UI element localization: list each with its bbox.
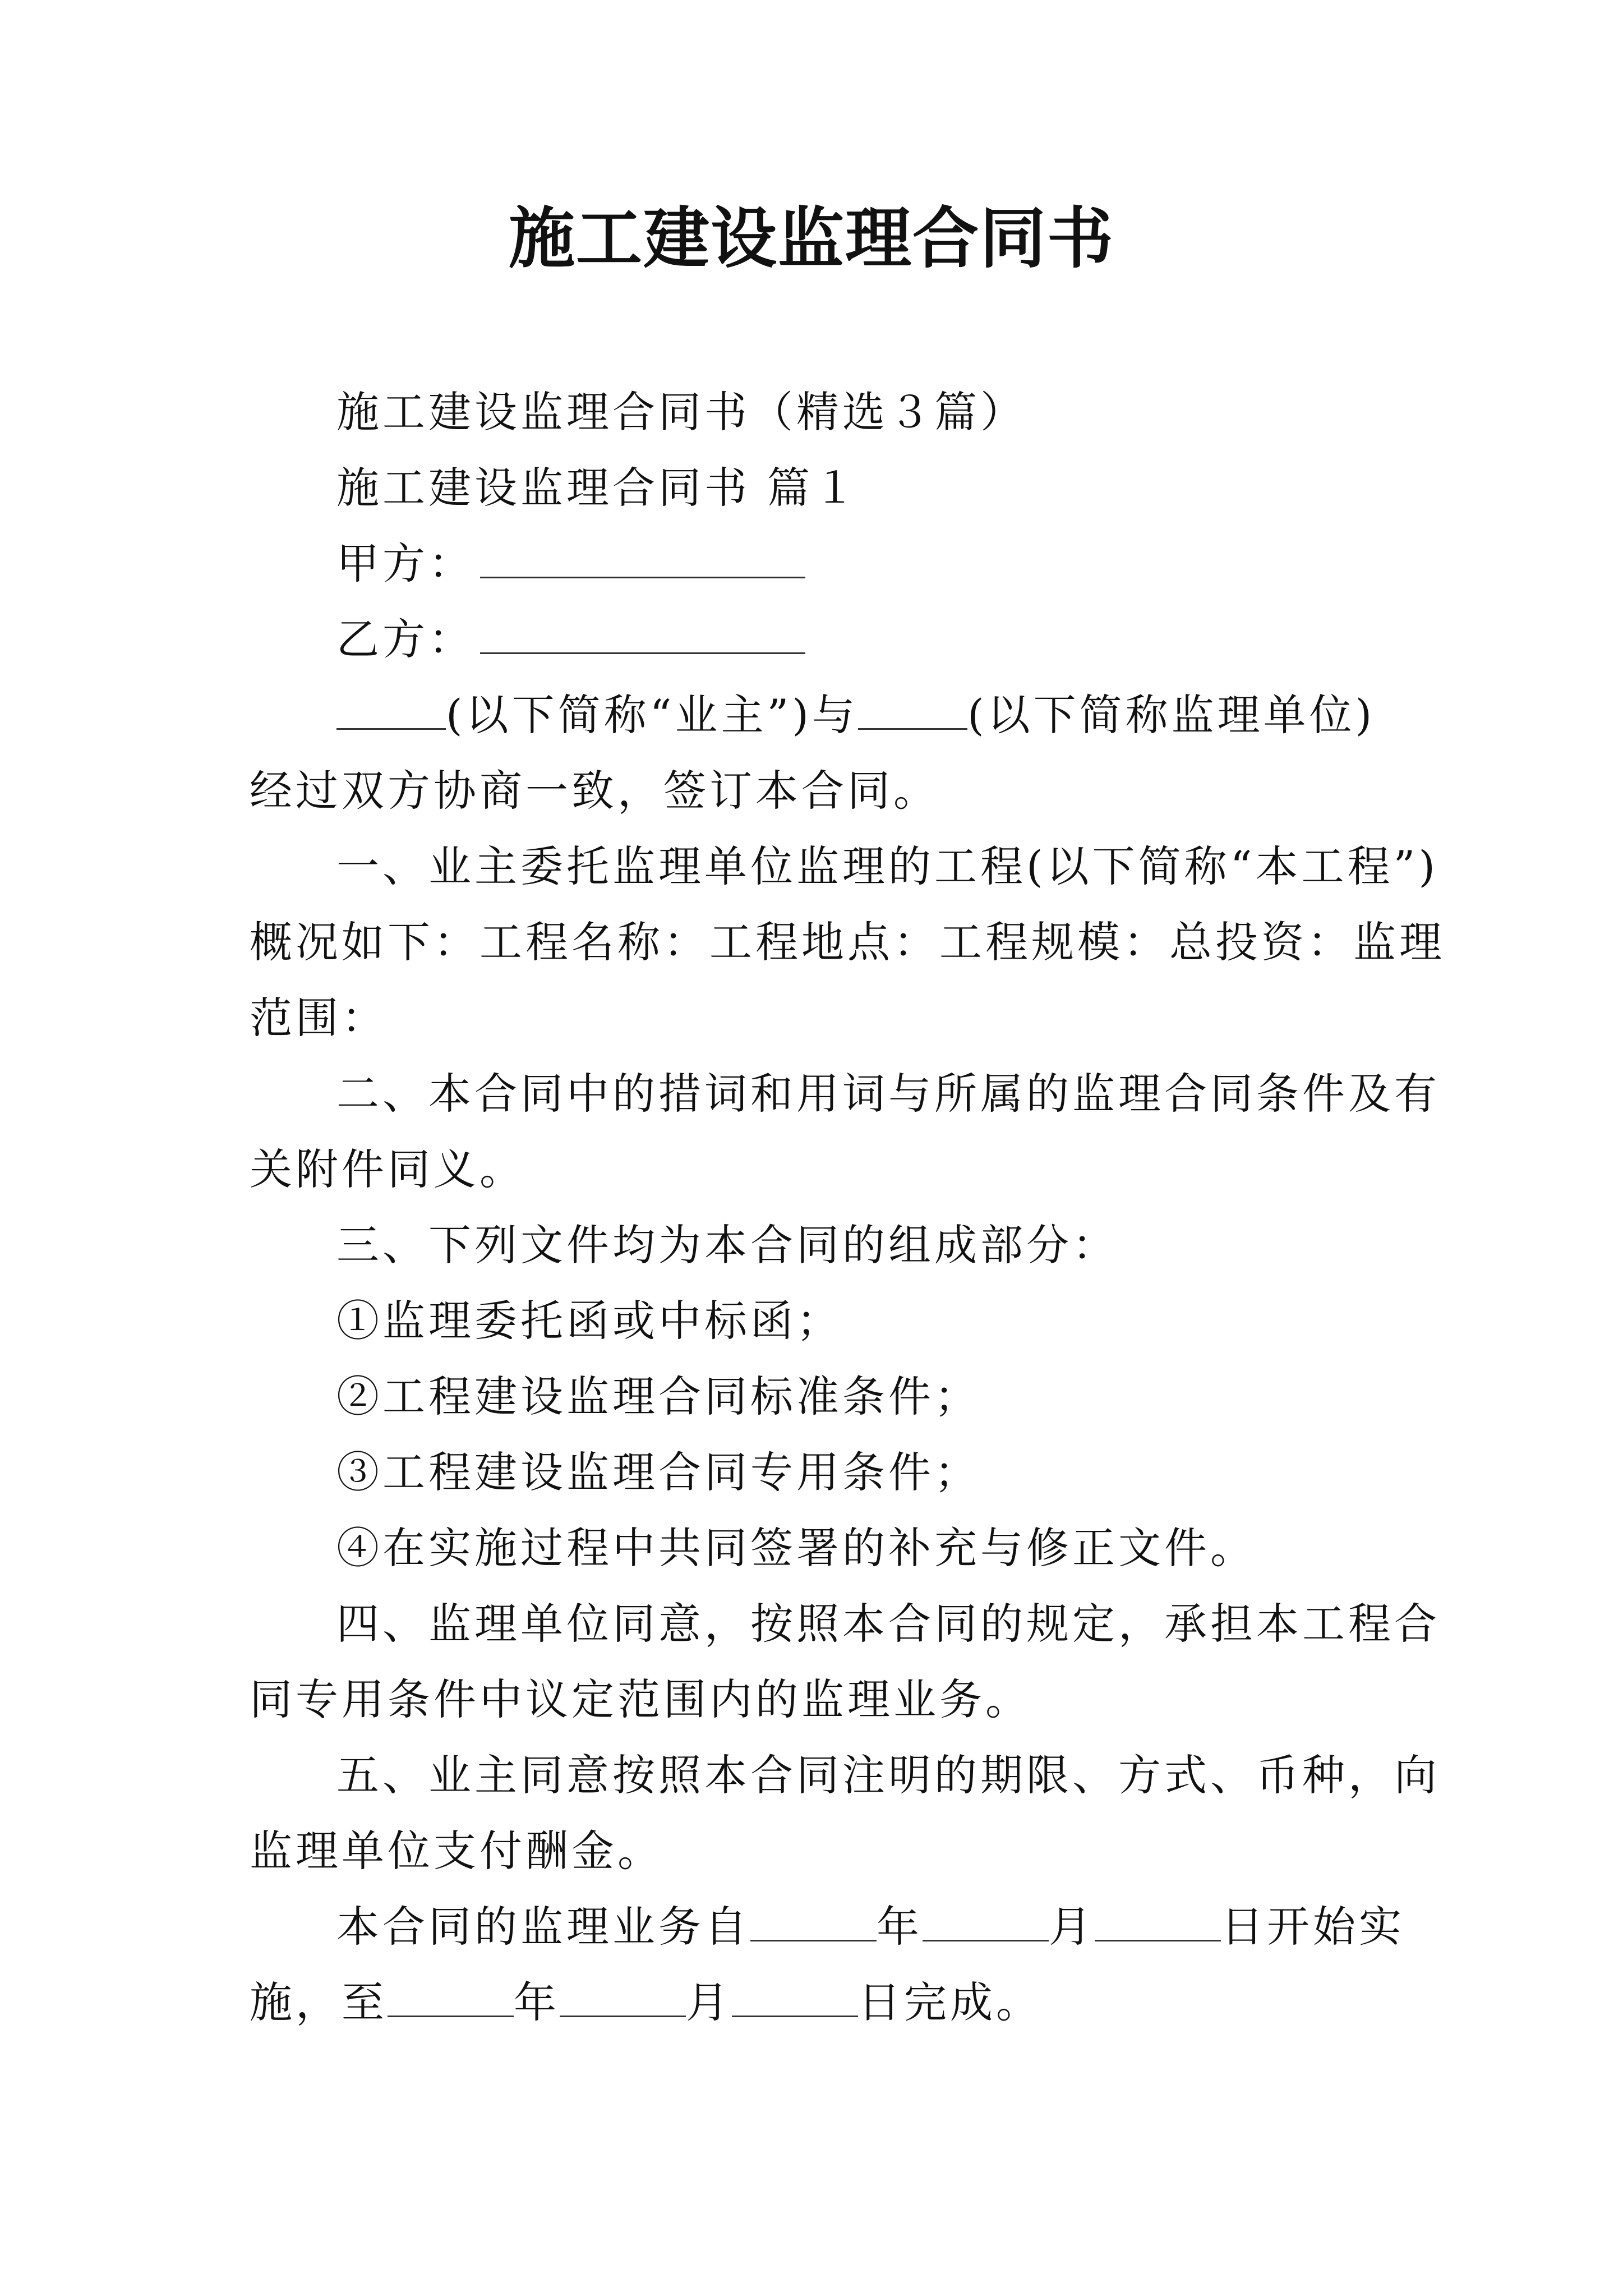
end-year-blank: [388, 1982, 514, 2017]
party-b-line: [336, 611, 805, 668]
end-year-label: 年: [514, 1977, 560, 2027]
period-line-1: [336, 1899, 1405, 1955]
party-b-blank: [480, 619, 805, 654]
party-a-blank: [480, 543, 805, 578]
document-title: 施工建设监理合同书: [508, 199, 1114, 277]
intro-paragraph-line-1: [336, 687, 1375, 743]
clause-1-line-3: 范围：: [250, 993, 388, 1043]
clause-4-line-1: 四、监理单位同意，按照本合同的规定，承担本工程合: [336, 1599, 1440, 1649]
clause-3: 三、下列文件均为本合同的组成部分：: [336, 1220, 1118, 1270]
period-end-text: 施，至: [250, 1977, 388, 2027]
end-day-label: 日完成。: [858, 1977, 1042, 2027]
start-day-blank: [1095, 1906, 1221, 1941]
list-item-3: ③工程建设监理合同专用条件；: [336, 1447, 980, 1497]
clause-5-line-2: 监理单位支付酬金。: [250, 1826, 663, 1876]
clause-4-line-2: 同专用条件中议定范围内的监理业务。: [250, 1674, 1031, 1724]
list-item-1: ①监理委托函或中标函；: [336, 1296, 842, 1346]
section-heading: 施工建设监理合同书 篇１: [336, 463, 860, 513]
end-day-blank: [732, 1982, 858, 2017]
party-a-line: [336, 536, 805, 592]
subtitle: 施工建设监理合同书（精选３篇）: [336, 387, 1026, 437]
list-item-2: ②工程建设监理合同标准条件；: [336, 1372, 980, 1421]
period-line-2: [250, 1975, 1042, 2031]
clause-2-line-1: 二、本合同中的措词和用词与所属的监理合同条件及有: [336, 1069, 1440, 1119]
clause-5-line-1: 五、业主同意按照本合同注明的期限、方式、币种，向: [336, 1750, 1440, 1800]
intro-end-text: (以下简称监理单位): [967, 690, 1376, 740]
party-a-label: 甲方：: [336, 539, 474, 588]
start-year-blank: [750, 1906, 877, 1941]
end-month-blank: [560, 1982, 686, 2017]
start-month-blank: [923, 1906, 1049, 1941]
start-month-label: 月: [1049, 1902, 1095, 1952]
period-start-text: 本合同的监理业务自: [336, 1902, 750, 1952]
list-item-4: ④在实施过程中共同签署的补充与修正文件。: [336, 1523, 1256, 1573]
owner-blank: [336, 694, 446, 730]
clause-2-line-2: 关附件同义。: [250, 1144, 525, 1194]
supervisor-blank: [858, 694, 967, 730]
clause-1-line-1: 一、业主委托监理单位监理的工程(以下简称“本工程”): [336, 841, 1439, 891]
intro-mid-text: (以下简称“业主”)与: [446, 690, 859, 740]
start-year-label: 年: [877, 1902, 923, 1952]
start-day-label: 日开始实: [1221, 1902, 1405, 1952]
party-b-label: 乙方：: [336, 614, 474, 664]
intro-paragraph-line-2: 经过双方协商一致，签订本合同。: [250, 766, 939, 816]
clause-1-line-2: 概况如下：工程名称：工程地点：工程规模：总投资：监理: [250, 917, 1445, 967]
end-month-label: 月: [686, 1977, 732, 2027]
